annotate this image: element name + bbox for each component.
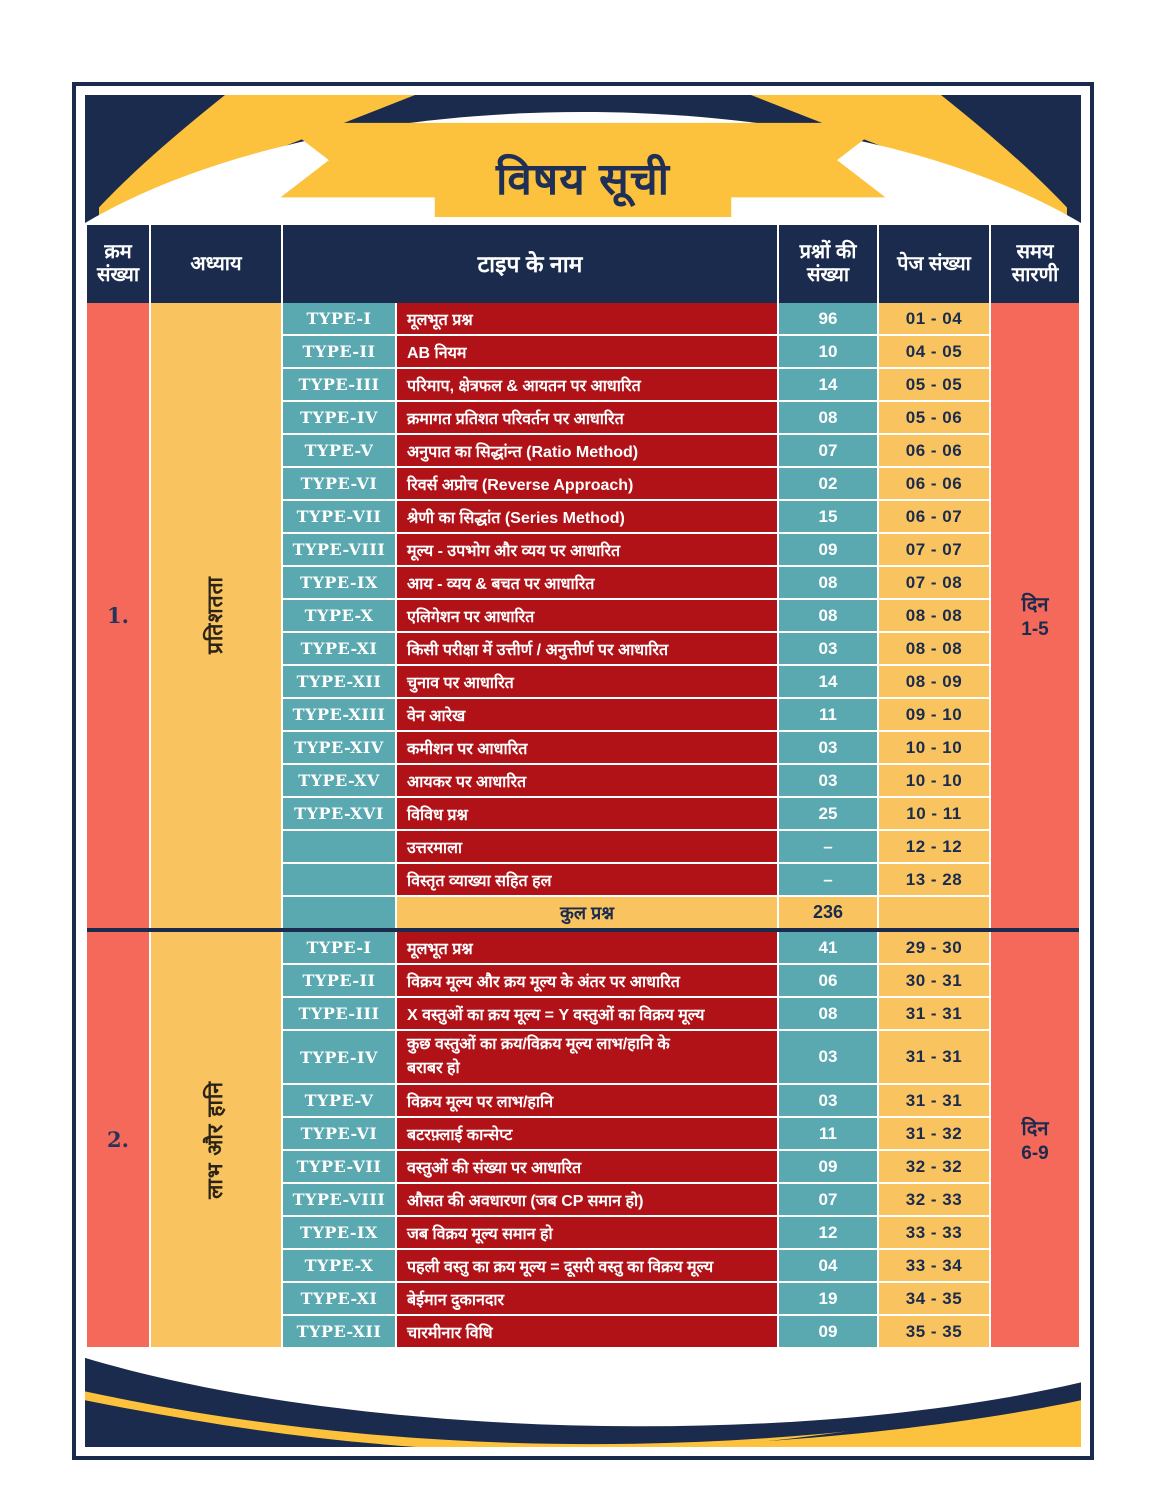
question-count-cell: 06 bbox=[779, 965, 877, 996]
type-cell: TYPE-VIII bbox=[283, 534, 395, 565]
type-name-cell: आयकर पर आधारित bbox=[397, 765, 777, 796]
page-range-cell: 05 - 06 bbox=[879, 402, 989, 433]
question-count-cell: 08 bbox=[779, 567, 877, 598]
chapter-label: प्रतिशतता bbox=[204, 576, 227, 655]
toc-table bbox=[85, 223, 1081, 1349]
type-cell bbox=[283, 831, 395, 862]
time-label: दिन bbox=[1021, 1118, 1049, 1140]
type-cell: TYPE-VI bbox=[283, 468, 395, 499]
page-range-cell: 09 - 10 bbox=[879, 699, 989, 730]
section-percentage bbox=[87, 303, 1079, 928]
question-count-cell: – bbox=[779, 864, 877, 895]
page-range-cell: 01 - 04 bbox=[879, 303, 989, 334]
type-cell: TYPE-XV bbox=[283, 765, 395, 796]
type-name-cell: उत्तरमाला bbox=[397, 831, 777, 862]
page-range-cell: 08 - 08 bbox=[879, 600, 989, 631]
type-cell: TYPE-IV bbox=[283, 1031, 395, 1083]
serial-cell: 1. bbox=[87, 303, 149, 928]
page-range-cell: 06 - 07 bbox=[879, 501, 989, 532]
column-header-questions: प्रश्नों की संख्या bbox=[779, 225, 877, 303]
time-cell bbox=[991, 932, 1079, 1347]
page-frame bbox=[72, 82, 1094, 1460]
total-label-cell: कुल प्रश्न bbox=[397, 897, 777, 928]
type-cell: TYPE-VII bbox=[283, 1151, 395, 1182]
type-cell: TYPE-IX bbox=[283, 1217, 395, 1248]
type-name-cell: आय - व्यय & बचत पर आधारित bbox=[397, 567, 777, 598]
page-range-cell: 31 - 32 bbox=[879, 1118, 989, 1149]
question-count-cell: 11 bbox=[779, 1118, 877, 1149]
navy-panel bbox=[85, 95, 1081, 1447]
question-count-cell: 03 bbox=[779, 732, 877, 763]
question-count-cell: 19 bbox=[779, 1283, 877, 1314]
type-name-cell: विस्तृत व्याख्या सहित हल bbox=[397, 864, 777, 895]
column-header-time: समय सारणी bbox=[991, 225, 1079, 303]
type-name-cell: परिमाप, क्षेत्रफल & आयतन पर आधारित bbox=[397, 369, 777, 400]
question-count-cell: 15 bbox=[779, 501, 877, 532]
table-header-row bbox=[87, 225, 1079, 303]
type-cell: TYPE-XII bbox=[283, 666, 395, 697]
question-count-cell: 14 bbox=[779, 369, 877, 400]
page-range-cell: 10 - 10 bbox=[879, 732, 989, 763]
type-name-cell: चारमीनार विधि bbox=[397, 1316, 777, 1347]
question-count-cell: 41 bbox=[779, 932, 877, 963]
section-profit-loss bbox=[87, 932, 1079, 1347]
page-range-cell: 06 - 06 bbox=[879, 435, 989, 466]
type-cell: TYPE-I bbox=[283, 303, 395, 334]
question-count-cell: 08 bbox=[779, 402, 877, 433]
type-cell: TYPE-XI bbox=[283, 1283, 395, 1314]
serial-cell: 2. bbox=[87, 932, 149, 1347]
type-name-cell: X वस्तुओं का क्रय मूल्य = Y वस्तुओं का विक्रय मूल्य bbox=[397, 998, 777, 1029]
question-count-cell: 09 bbox=[779, 534, 877, 565]
type-cell: TYPE-I bbox=[283, 932, 395, 963]
column-header-serial: क्रम संख्या bbox=[87, 225, 149, 303]
question-count-cell: 02 bbox=[779, 468, 877, 499]
type-name-cell: जब विक्रय मूल्य समान हो bbox=[397, 1217, 777, 1248]
page-range-cell: 05 - 05 bbox=[879, 369, 989, 400]
type-name-cell: कुछ वस्तुओं का क्रय/विक्रय मूल्य लाभ/हानि के बराबर हो bbox=[397, 1031, 777, 1083]
chapter-cell bbox=[151, 932, 281, 1347]
type-cell: TYPE-III bbox=[283, 369, 395, 400]
column-header-chapter: अध्याय bbox=[151, 225, 281, 303]
question-count-cell: 07 bbox=[779, 435, 877, 466]
page-range-cell: 31 - 31 bbox=[879, 998, 989, 1029]
question-count-cell: 10 bbox=[779, 336, 877, 367]
type-name-cell: क्रमागत प्रतिशत परिवर्तन पर आधारित bbox=[397, 402, 777, 433]
page-range-cell: 08 - 09 bbox=[879, 666, 989, 697]
page-range-cell: 35 - 35 bbox=[879, 1316, 989, 1347]
page-range-cell: 29 - 30 bbox=[879, 932, 989, 963]
type-name-cell: बटरफ़्लाई कान्सेप्ट bbox=[397, 1118, 777, 1149]
page-range-cell: 32 - 32 bbox=[879, 1151, 989, 1182]
type-cell: TYPE-V bbox=[283, 1085, 395, 1116]
type-name-cell: औसत की अवधारणा (जब CP समान हो) bbox=[397, 1184, 777, 1215]
type-name-cell: मूल्य - उपभोग और व्यय पर आधारित bbox=[397, 534, 777, 565]
type-name-cell: श्रेणी का सिद्धांत (Series Method) bbox=[397, 501, 777, 532]
type-name-cell: कमीशन पर आधारित bbox=[397, 732, 777, 763]
question-count-cell: 14 bbox=[779, 666, 877, 697]
type-cell bbox=[283, 864, 395, 895]
type-cell bbox=[283, 897, 395, 928]
question-count-cell: 03 bbox=[779, 1085, 877, 1116]
total-count-cell: 236 bbox=[779, 897, 877, 928]
time-range: 1-5 bbox=[1021, 619, 1049, 640]
question-count-cell: 07 bbox=[779, 1184, 877, 1215]
type-cell: TYPE-X bbox=[283, 600, 395, 631]
page-range-cell: 07 - 08 bbox=[879, 567, 989, 598]
time-range: 6-9 bbox=[1021, 1143, 1049, 1164]
total-pages-cell bbox=[879, 897, 989, 928]
type-name-cell: विक्रय मूल्य और क्रय मूल्य के अंतर पर आधारित bbox=[397, 965, 777, 996]
question-count-cell: 08 bbox=[779, 998, 877, 1029]
type-cell: TYPE-XII bbox=[283, 1316, 395, 1347]
type-cell: TYPE-XIII bbox=[283, 699, 395, 730]
time-cell bbox=[991, 303, 1079, 928]
type-name-cell: किसी परीक्षा में उत्तीर्ण / अनुत्तीर्ण पर आधारित bbox=[397, 633, 777, 664]
page-range-cell: 08 - 08 bbox=[879, 633, 989, 664]
footer-art bbox=[85, 1349, 1081, 1447]
type-name-cell: AB नियम bbox=[397, 336, 777, 367]
chapter-label: लाभ और हानि bbox=[204, 1080, 227, 1199]
page-range-cell: 13 - 28 bbox=[879, 864, 989, 895]
type-cell: TYPE-VI bbox=[283, 1118, 395, 1149]
page-range-cell: 30 - 31 bbox=[879, 965, 989, 996]
header-art bbox=[85, 95, 1081, 223]
question-count-cell: 04 bbox=[779, 1250, 877, 1281]
page-range-cell: 32 - 33 bbox=[879, 1184, 989, 1215]
page-range-cell: 33 - 33 bbox=[879, 1217, 989, 1248]
question-count-cell: – bbox=[779, 831, 877, 862]
type-name-cell: चुनाव पर आधारित bbox=[397, 666, 777, 697]
type-name-cell: वस्तुओं की संख्या पर आधारित bbox=[397, 1151, 777, 1182]
page-range-cell: 10 - 11 bbox=[879, 798, 989, 829]
column-header-pages: पेज संख्या bbox=[879, 225, 989, 303]
question-count-cell: 03 bbox=[779, 765, 877, 796]
question-count-cell: 03 bbox=[779, 633, 877, 664]
type-name-cell: विविध प्रश्न bbox=[397, 798, 777, 829]
page-range-cell: 07 - 07 bbox=[879, 534, 989, 565]
question-count-cell: 25 bbox=[779, 798, 877, 829]
type-name-cell: बेईमान दुकानदार bbox=[397, 1283, 777, 1314]
page-range-cell: 34 - 35 bbox=[879, 1283, 989, 1314]
page-range-cell: 06 - 06 bbox=[879, 468, 989, 499]
question-count-cell: 09 bbox=[779, 1316, 877, 1347]
type-cell: TYPE-III bbox=[283, 998, 395, 1029]
title-ribbon bbox=[281, 119, 886, 217]
type-cell: TYPE-V bbox=[283, 435, 395, 466]
page-range-cell: 31 - 31 bbox=[879, 1085, 989, 1116]
type-cell: TYPE-II bbox=[283, 336, 395, 367]
column-header-type-name: टाइप के नाम bbox=[283, 225, 777, 303]
type-cell: TYPE-II bbox=[283, 965, 395, 996]
time-label: दिन bbox=[1021, 594, 1049, 616]
type-cell: TYPE-XVI bbox=[283, 798, 395, 829]
type-cell: TYPE-IV bbox=[283, 402, 395, 433]
type-name-cell: एलिगेशन पर आधारित bbox=[397, 600, 777, 631]
type-name-cell: अनुपात का सिद्धांन्त (Ratio Method) bbox=[397, 435, 777, 466]
chapter-cell bbox=[151, 303, 281, 928]
footer-swoosh-graphic bbox=[85, 1349, 1081, 1447]
page-title: विषय सूची bbox=[495, 155, 671, 204]
type-name-cell: पहली वस्तु का क्रय मूल्य = दूसरी वस्तु का विक्रय मूल्य bbox=[397, 1250, 777, 1281]
page-range-cell: 04 - 05 bbox=[879, 336, 989, 367]
question-count-cell: 11 bbox=[779, 699, 877, 730]
type-name-cell: विक्रय मूल्य पर लाभ/हानि bbox=[397, 1085, 777, 1116]
type-cell: TYPE-VII bbox=[283, 501, 395, 532]
type-cell: TYPE-IX bbox=[283, 567, 395, 598]
question-count-cell: 08 bbox=[779, 600, 877, 631]
type-name-cell: रिवर्स अप्रोच (Reverse Approach) bbox=[397, 468, 777, 499]
page-range-cell: 12 - 12 bbox=[879, 831, 989, 862]
page-range-cell: 10 - 10 bbox=[879, 765, 989, 796]
type-cell: TYPE-XIV bbox=[283, 732, 395, 763]
type-name-cell: मूलभूत प्रश्न bbox=[397, 932, 777, 963]
page-range-cell: 33 - 34 bbox=[879, 1250, 989, 1281]
question-count-cell: 96 bbox=[779, 303, 877, 334]
type-name-cell: मूलभूत प्रश्न bbox=[397, 303, 777, 334]
question-count-cell: 09 bbox=[779, 1151, 877, 1182]
question-count-cell: 03 bbox=[779, 1031, 877, 1083]
type-name-cell: वेन आरेख bbox=[397, 699, 777, 730]
page-range-cell: 31 - 31 bbox=[879, 1031, 989, 1083]
type-cell: TYPE-VIII bbox=[283, 1184, 395, 1215]
type-cell: TYPE-XI bbox=[283, 633, 395, 664]
question-count-cell: 12 bbox=[779, 1217, 877, 1248]
type-cell: TYPE-X bbox=[283, 1250, 395, 1281]
